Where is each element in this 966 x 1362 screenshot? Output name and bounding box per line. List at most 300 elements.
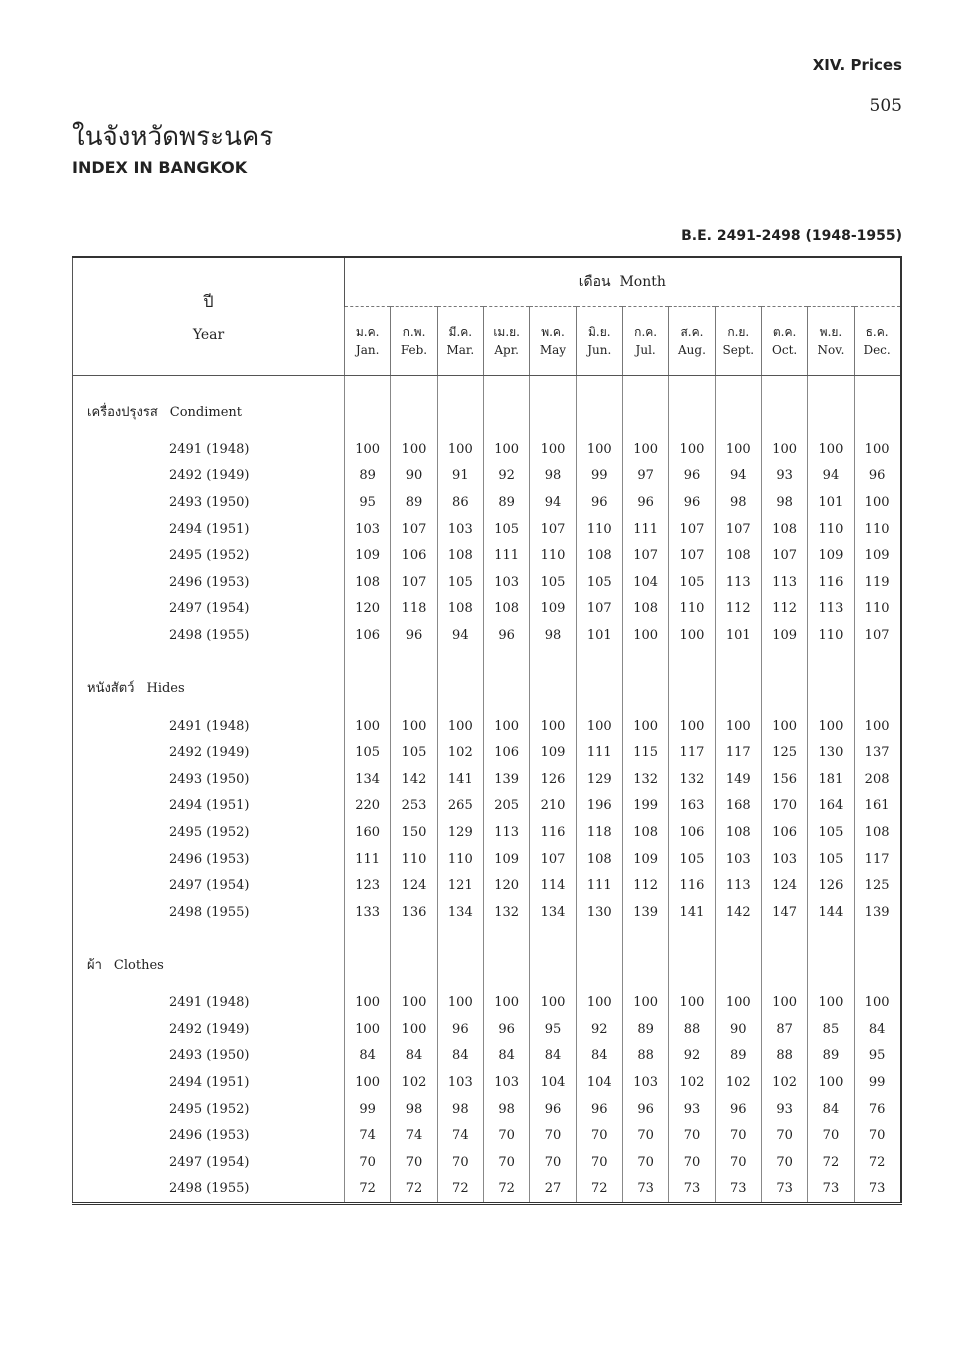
value-cell: 96 [669,463,715,490]
value-cell: 144 [808,899,854,926]
value-cell: 181 [808,766,854,793]
table-row [73,436,901,463]
value-cell: 72 [437,1176,483,1204]
value-cell: 100 [437,436,483,463]
value-cell: 99 [854,1069,900,1096]
value-cell: 100 [808,990,854,1017]
value-cell: 107 [530,516,576,543]
value-cell: 84 [483,1043,529,1070]
value-cell: 103 [761,846,807,873]
month-thai: ก.พ. [402,325,426,339]
value-cell: 132 [483,899,529,926]
year-cell: 2498 (1955) [73,1176,345,1204]
value-cell: 100 [437,990,483,1017]
value-cell: 100 [483,713,529,740]
category-label [73,663,345,713]
value-cell: 120 [483,872,529,899]
value-cell: 110 [391,846,437,873]
value-cell: 100 [669,713,715,740]
value-cell: 105 [669,569,715,596]
value-cell: 72 [345,1176,391,1204]
value-cell: 96 [715,1096,761,1123]
value-cell: 96 [483,622,529,649]
month-thai: ม.ค. [355,325,380,339]
year-cell: 2497 (1954) [73,872,345,899]
value-cell: 73 [808,1176,854,1204]
value-cell: 114 [530,872,576,899]
value-cell: 74 [345,1122,391,1149]
month-header-feb [391,307,437,376]
value-cell: 100 [854,489,900,516]
value-cell: 108 [622,819,668,846]
value-cell: 118 [576,819,622,846]
value-cell: 113 [715,569,761,596]
value-cell: 107 [761,542,807,569]
value-cell: 100 [345,1069,391,1096]
value-cell: 101 [715,622,761,649]
value-cell: 73 [669,1176,715,1204]
value-cell: 96 [669,489,715,516]
value-cell: 110 [530,542,576,569]
value-cell: 142 [391,766,437,793]
value-cell: 100 [622,436,668,463]
year-cell: 2493 (1950) [73,766,345,793]
year-cell: 2495 (1952) [73,1096,345,1123]
year-cell: 2492 (1949) [73,463,345,490]
value-cell: 111 [576,872,622,899]
value-cell: 87 [761,1016,807,1043]
value-cell: 96 [530,1096,576,1123]
value-cell: 70 [530,1149,576,1176]
value-cell: 126 [530,766,576,793]
value-cell: 100 [622,622,668,649]
value-cell: 91 [437,463,483,490]
value-cell: 70 [715,1149,761,1176]
value-cell: 98 [530,622,576,649]
month-header-jan [345,307,391,376]
table-row [73,622,901,649]
value-cell: 100 [576,713,622,740]
value-cell: 124 [761,872,807,899]
table-row [73,1176,901,1204]
value-cell: 110 [576,516,622,543]
year-cell: 2496 (1953) [73,1122,345,1149]
value-cell: 90 [391,463,437,490]
value-cell: 108 [576,846,622,873]
value-cell: 96 [437,1016,483,1043]
category-row [73,386,901,436]
value-cell: 98 [761,489,807,516]
value-cell: 117 [715,739,761,766]
value-cell: 205 [483,793,529,820]
month-header-sept [715,307,761,376]
value-cell: 129 [576,766,622,793]
value-cell: 110 [854,516,900,543]
value-cell: 115 [622,739,668,766]
spacer-row [73,926,901,940]
value-cell: 129 [437,819,483,846]
table-row [73,766,901,793]
value-cell: 111 [345,846,391,873]
value-cell: 100 [345,436,391,463]
month-header-may [530,307,576,376]
category-row [73,940,901,990]
value-cell: 70 [808,1122,854,1149]
value-cell: 109 [530,596,576,623]
month-thai: พ.ย. [819,325,843,339]
value-cell: 147 [761,899,807,926]
value-cell: 100 [576,436,622,463]
value-cell: 95 [530,1016,576,1043]
table-row [73,819,901,846]
value-cell: 102 [437,739,483,766]
value-cell: 108 [483,596,529,623]
value-cell: 112 [761,596,807,623]
value-cell: 139 [483,766,529,793]
value-cell: 100 [345,713,391,740]
table-row [73,713,901,740]
value-cell: 119 [854,569,900,596]
year-cell: 2497 (1954) [73,596,345,623]
value-cell: 107 [715,516,761,543]
year-cell: 2495 (1952) [73,542,345,569]
value-cell: 99 [345,1096,391,1123]
value-cell: 105 [808,846,854,873]
value-cell: 100 [761,713,807,740]
year-cell: 2493 (1950) [73,489,345,516]
value-cell: 72 [391,1176,437,1204]
value-cell: 103 [622,1069,668,1096]
value-cell: 126 [808,872,854,899]
month-thai: ส.ค. [680,325,704,339]
value-cell: 92 [483,463,529,490]
value-cell: 96 [483,1016,529,1043]
value-cell: 100 [622,990,668,1017]
value-cell: 108 [437,542,483,569]
value-cell: 74 [437,1122,483,1149]
value-cell: 161 [854,793,900,820]
value-cell: 100 [483,436,529,463]
value-cell: 90 [715,1016,761,1043]
month-thai: ต.ค. [772,325,797,339]
year-cell: 2494 (1951) [73,516,345,543]
value-cell: 164 [808,793,854,820]
month-header-apr [483,307,529,376]
month-english: Jul. [635,343,656,357]
month-thai: พ.ค. [541,325,565,339]
value-cell: 108 [437,596,483,623]
table-row [73,516,901,543]
value-cell: 72 [576,1176,622,1204]
value-cell: 100 [808,436,854,463]
category-english: Condiment [169,404,243,420]
year-cell: 2496 (1953) [73,846,345,873]
value-cell: 89 [391,489,437,516]
value-cell: 134 [345,766,391,793]
value-cell: 100 [391,990,437,1017]
month-header-mar [437,307,483,376]
value-cell: 108 [854,819,900,846]
value-cell: 70 [761,1122,807,1149]
year-cell: 2494 (1951) [73,793,345,820]
month-thai: มิ.ย. [588,325,611,339]
value-cell: 94 [530,489,576,516]
value-cell: 109 [808,542,854,569]
title-english: INDEX IN BANGKOK [72,158,248,177]
value-cell: 196 [576,793,622,820]
value-cell: 98 [530,463,576,490]
year-header-thai: ปี [203,292,214,311]
value-cell: 105 [576,569,622,596]
value-cell: 104 [622,569,668,596]
category-row [73,663,901,713]
value-cell: 103 [437,516,483,543]
month-english: Sept. [722,343,755,357]
table-row [73,1122,901,1149]
value-cell: 85 [808,1016,854,1043]
value-cell: 110 [854,596,900,623]
table-row [73,1096,901,1123]
value-cell: 70 [761,1149,807,1176]
value-cell: 106 [391,542,437,569]
page-number: 505 [869,96,902,116]
spacer-row [73,649,901,663]
month-english: Aug. [678,343,706,357]
year-cell: 2497 (1954) [73,1149,345,1176]
value-cell: 100 [761,436,807,463]
value-cell: 107 [576,596,622,623]
value-cell: 93 [761,1096,807,1123]
value-cell: 149 [715,766,761,793]
value-cell: 120 [345,596,391,623]
value-cell: 84 [576,1043,622,1070]
value-cell: 100 [761,990,807,1017]
value-cell: 102 [391,1069,437,1096]
year-cell: 2491 (1948) [73,436,345,463]
value-cell: 130 [808,739,854,766]
month-english: Oct. [772,343,798,357]
value-cell: 210 [530,793,576,820]
value-cell: 116 [530,819,576,846]
month-header-aug [669,307,715,376]
value-cell: 117 [854,846,900,873]
table-row [73,846,901,873]
value-cell: 100 [715,436,761,463]
value-cell: 113 [761,569,807,596]
value-cell: 102 [761,1069,807,1096]
month-thai: ก.ค. [634,325,658,339]
value-cell: 96 [391,622,437,649]
value-cell: 107 [854,622,900,649]
value-cell: 74 [391,1122,437,1149]
value-cell: 100 [622,713,668,740]
value-cell: 109 [854,542,900,569]
value-cell: 199 [622,793,668,820]
year-cell: 2492 (1949) [73,739,345,766]
year-cell: 2491 (1948) [73,990,345,1017]
value-cell: 110 [669,596,715,623]
value-cell: 100 [391,1016,437,1043]
value-cell: 107 [669,542,715,569]
value-cell: 97 [622,463,668,490]
value-cell: 86 [437,489,483,516]
value-cell: 70 [622,1122,668,1149]
value-cell: 100 [345,1016,391,1043]
value-cell: 100 [437,713,483,740]
table-row [73,569,901,596]
value-cell: 108 [622,596,668,623]
value-cell: 84 [391,1043,437,1070]
price-index-table [72,256,902,1205]
value-cell: 70 [576,1122,622,1149]
section-label: XIV. Prices [812,56,902,74]
value-cell: 72 [483,1176,529,1204]
year-cell: 2492 (1949) [73,1016,345,1043]
value-cell: 94 [808,463,854,490]
month-english: Jan. [355,343,380,357]
value-cell: 107 [622,542,668,569]
value-cell: 208 [854,766,900,793]
value-cell: 70 [576,1149,622,1176]
month-header-english: Month [619,274,666,290]
value-cell: 105 [437,569,483,596]
month-thai: เม.ย. [493,325,520,339]
value-cell: 112 [715,596,761,623]
value-cell: 100 [808,1069,854,1096]
value-cell: 84 [854,1016,900,1043]
year-cell: 2494 (1951) [73,1069,345,1096]
value-cell: 89 [715,1043,761,1070]
category-thai: เครื่องปรุงรส [87,404,158,420]
month-english: Dec. [863,343,891,357]
value-cell: 134 [437,899,483,926]
value-cell: 108 [576,542,622,569]
value-cell: 84 [437,1043,483,1070]
value-cell: 105 [530,569,576,596]
year-cell: 2493 (1950) [73,1043,345,1070]
value-cell: 103 [715,846,761,873]
value-cell: 142 [715,899,761,926]
value-cell: 132 [622,766,668,793]
month-thai: มี.ค. [448,325,473,339]
value-cell: 103 [345,516,391,543]
month-english: Apr. [494,343,519,357]
value-cell: 111 [483,542,529,569]
month-english: Feb. [400,343,428,357]
value-cell: 103 [483,1069,529,1096]
value-cell: 112 [622,872,668,899]
value-cell: 100 [530,713,576,740]
value-cell: 170 [761,793,807,820]
value-cell: 27 [530,1176,576,1204]
value-cell: 84 [345,1043,391,1070]
value-cell: 70 [345,1149,391,1176]
value-cell: 107 [391,516,437,543]
category-label [73,940,345,990]
month-english: Jun. [587,343,612,357]
value-cell: 105 [669,846,715,873]
value-cell: 106 [483,739,529,766]
value-cell: 160 [345,819,391,846]
period-label: B.E. 2491-2498 (1948-1955) [681,228,902,244]
value-cell: 107 [669,516,715,543]
value-cell: 109 [345,542,391,569]
value-cell: 141 [437,766,483,793]
year-column-header [73,257,345,376]
value-cell: 73 [622,1176,668,1204]
value-cell: 98 [437,1096,483,1123]
value-cell: 116 [669,872,715,899]
table-row [73,542,901,569]
value-cell: 107 [391,569,437,596]
value-cell: 100 [391,436,437,463]
value-cell: 96 [622,1096,668,1123]
value-cell: 107 [530,846,576,873]
value-cell: 98 [483,1096,529,1123]
value-cell: 100 [669,990,715,1017]
value-cell: 106 [669,819,715,846]
value-cell: 105 [483,516,529,543]
value-cell: 70 [622,1149,668,1176]
value-cell: 139 [622,899,668,926]
value-cell: 70 [715,1122,761,1149]
value-cell: 84 [808,1096,854,1123]
value-cell: 102 [715,1069,761,1096]
value-cell: 106 [345,622,391,649]
category-thai: หนังสัตว์ [87,681,135,697]
value-cell: 100 [854,436,900,463]
value-cell: 101 [576,622,622,649]
value-cell: 108 [345,569,391,596]
value-cell: 70 [669,1122,715,1149]
value-cell: 70 [483,1149,529,1176]
value-cell: 137 [854,739,900,766]
value-cell: 98 [715,489,761,516]
value-cell: 103 [437,1069,483,1096]
value-cell: 100 [483,990,529,1017]
value-cell: 93 [761,463,807,490]
value-cell: 73 [715,1176,761,1204]
month-header-nov [808,307,854,376]
value-cell: 104 [576,1069,622,1096]
table-row [73,1043,901,1070]
month-group-header [345,257,901,307]
value-cell: 124 [391,872,437,899]
value-cell: 100 [391,713,437,740]
value-cell: 109 [622,846,668,873]
value-cell: 168 [715,793,761,820]
year-cell: 2496 (1953) [73,569,345,596]
table-row [73,990,901,1017]
value-cell: 84 [530,1043,576,1070]
value-cell: 89 [483,489,529,516]
value-cell: 94 [715,463,761,490]
value-cell: 110 [808,516,854,543]
value-cell: 105 [391,739,437,766]
value-cell: 100 [715,990,761,1017]
year-cell: 2495 (1952) [73,819,345,846]
value-cell: 117 [669,739,715,766]
month-header-jul [622,307,668,376]
table-row [73,1069,901,1096]
value-cell: 139 [854,899,900,926]
value-cell: 253 [391,793,437,820]
value-cell: 73 [761,1176,807,1204]
value-cell: 109 [483,846,529,873]
value-cell: 121 [437,872,483,899]
table-row [73,489,901,516]
value-cell: 70 [530,1122,576,1149]
